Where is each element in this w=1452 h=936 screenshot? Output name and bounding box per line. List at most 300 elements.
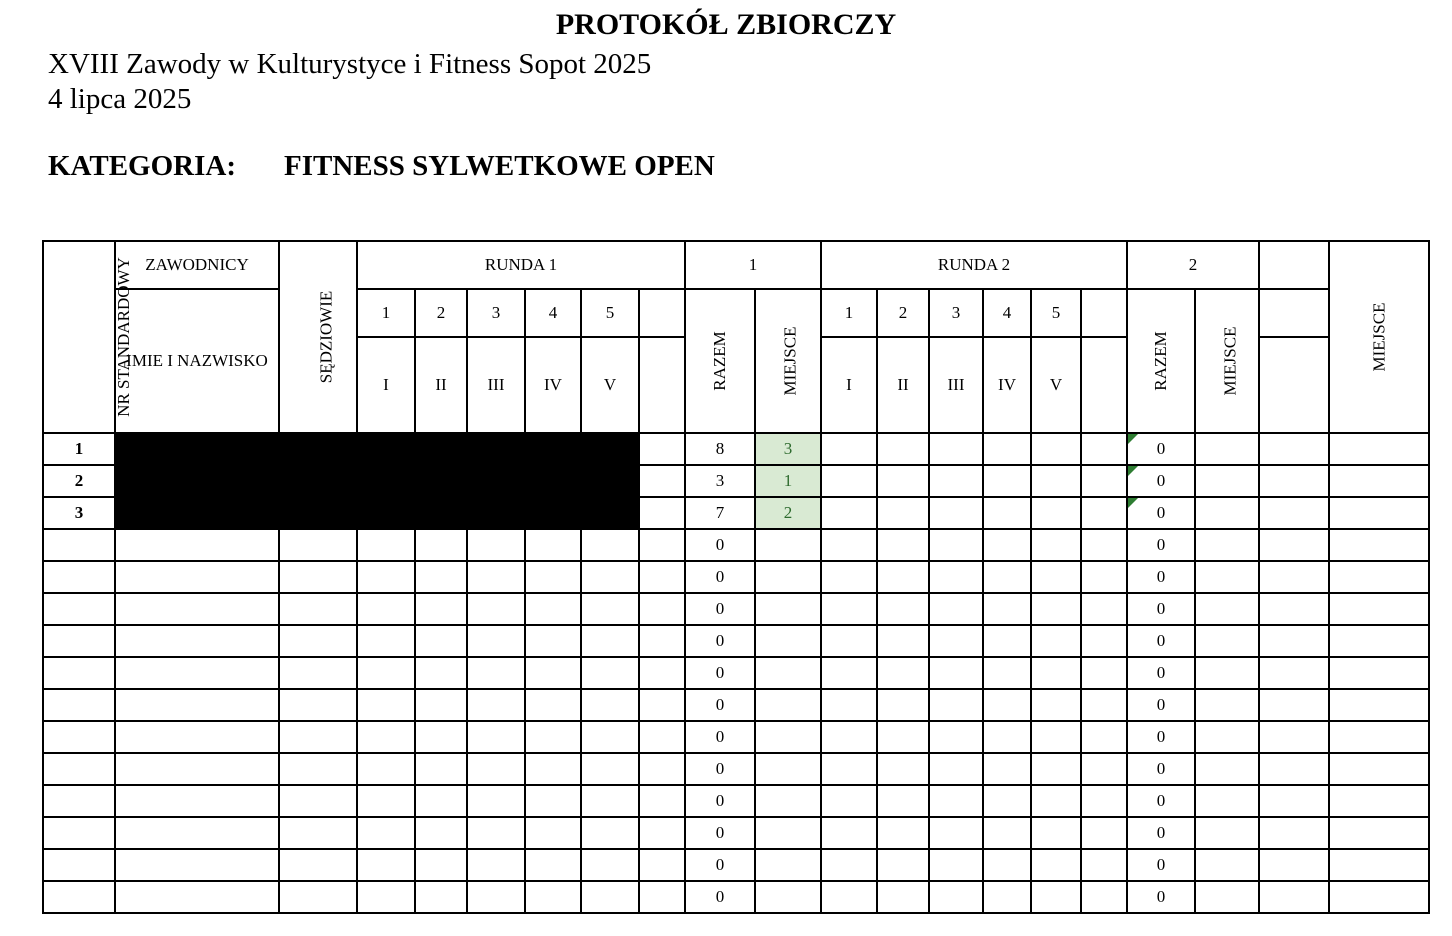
r2-place-cell	[1195, 561, 1259, 593]
r2-score-cell	[1031, 561, 1081, 593]
r2-score-cell	[1081, 721, 1127, 753]
nr-cell	[43, 753, 115, 785]
final-place-header: MIEJSCE	[1369, 302, 1389, 372]
final-place-cell	[1329, 593, 1429, 625]
r1-score-cell	[415, 529, 467, 561]
r2-score-cell	[1031, 657, 1081, 689]
r2-score-cell	[983, 497, 1031, 529]
r1-score-cell	[525, 625, 581, 657]
r2-score-cell	[877, 881, 929, 913]
r1-score-cell	[581, 721, 639, 753]
r2-score-cell	[1031, 433, 1081, 465]
empty-header-cell	[1259, 241, 1329, 289]
final-place-cell	[1329, 817, 1429, 849]
judges-cell	[279, 753, 357, 785]
round1-total-header: 1	[685, 241, 821, 289]
r2-total-header-cell	[1127, 289, 1195, 433]
extra-cell	[1259, 625, 1329, 657]
r2-total-cell: 0	[1127, 849, 1195, 881]
r1-score-cell	[525, 849, 581, 881]
r2-score-cell	[1081, 529, 1127, 561]
empty-header-cell	[1259, 337, 1329, 433]
r2-score-cell	[1031, 849, 1081, 881]
r2-score-cell	[877, 625, 929, 657]
r2-total-cell: 0	[1127, 593, 1195, 625]
r1-score-cell	[581, 529, 639, 561]
r1-judge-number: 5	[581, 289, 639, 337]
r2-score-cell	[877, 817, 929, 849]
r2-score-cell	[1081, 689, 1127, 721]
r2-total-cell: 0	[1127, 817, 1195, 849]
r1-score-cell	[525, 721, 581, 753]
name-cell	[115, 721, 279, 753]
category-value: FITNESS SYLWETKOWE OPEN	[284, 150, 715, 182]
r1-score-cell	[467, 657, 525, 689]
extra-cell	[1259, 753, 1329, 785]
r1-extra-cell	[639, 593, 685, 625]
r1-score-cell	[581, 785, 639, 817]
nr-header-cell	[43, 241, 133, 433]
r2-score-cell	[929, 785, 983, 817]
r1-score-cell	[581, 753, 639, 785]
r2-score-cell	[1031, 689, 1081, 721]
r1-score-cell	[415, 689, 467, 721]
r1-score-cell	[357, 753, 415, 785]
name-cell	[115, 817, 279, 849]
r1-place-header: MIEJSCE	[780, 326, 800, 396]
r1-total-cell: 0	[685, 881, 755, 913]
r2-score-cell	[929, 433, 983, 465]
r2-place-cell	[1195, 785, 1259, 817]
r2-judge-roman: V	[1031, 337, 1081, 433]
r2-score-cell	[821, 849, 877, 881]
final-place-cell	[1329, 721, 1429, 753]
r1-score-cell	[467, 593, 525, 625]
r2-score-cell	[877, 721, 929, 753]
r1-score-cell	[415, 625, 467, 657]
r1-score-cell	[525, 753, 581, 785]
r1-score-cell	[525, 593, 581, 625]
extra-cell	[1259, 593, 1329, 625]
r2-score-cell	[1081, 433, 1127, 465]
r2-score-cell	[1031, 785, 1081, 817]
name-cell	[115, 657, 279, 689]
r1-score-cell	[357, 785, 415, 817]
r1-score-cell	[357, 817, 415, 849]
extra-cell	[1259, 529, 1329, 561]
r1-score-cell	[415, 849, 467, 881]
category-label: KATEGORIA:	[48, 150, 236, 182]
r2-score-cell	[877, 657, 929, 689]
r1-total-cell: 0	[685, 561, 755, 593]
r2-score-cell	[877, 785, 929, 817]
final-place-cell	[1329, 497, 1429, 529]
r1-score-cell	[525, 657, 581, 689]
r1-place-cell	[755, 785, 821, 817]
r2-score-cell	[821, 625, 877, 657]
r2-score-cell	[1031, 529, 1081, 561]
r2-judge-roman: III	[929, 337, 983, 433]
r2-judge-number: 4	[983, 289, 1031, 337]
r2-place-cell	[1195, 689, 1259, 721]
judges-cell	[279, 785, 357, 817]
r2-score-cell	[983, 881, 1031, 913]
r2-score-cell	[877, 849, 929, 881]
r1-score-cell	[581, 625, 639, 657]
r1-score-cell	[467, 721, 525, 753]
r1-score-cell	[415, 817, 467, 849]
r2-score-cell	[1031, 465, 1081, 497]
r1-place-cell	[755, 625, 821, 657]
r1-place-cell: 2	[755, 497, 821, 529]
r1-place-cell	[755, 881, 821, 913]
r1-score-cell	[357, 561, 415, 593]
table-row	[43, 433, 1429, 465]
r2-judge-number: 3	[929, 289, 983, 337]
r2-place-cell	[1195, 657, 1259, 689]
r1-score-cell	[467, 785, 525, 817]
r1-score-cell	[415, 881, 467, 913]
r1-score-cell	[581, 689, 639, 721]
final-place-cell	[1329, 529, 1429, 561]
r1-total-cell: 0	[685, 593, 755, 625]
name-cell	[115, 689, 279, 721]
r1-extra-cell	[639, 817, 685, 849]
r2-score-cell	[929, 529, 983, 561]
empty-header-cell	[1259, 289, 1329, 337]
r2-score-cell	[1031, 625, 1081, 657]
r1-score-cell	[581, 657, 639, 689]
r1-score-cell	[415, 785, 467, 817]
nr-header: NR STANDARDOWY	[113, 257, 133, 417]
r1-total-cell: 0	[685, 753, 755, 785]
nr-cell: 2	[43, 465, 115, 497]
r1-total-header-cell	[685, 289, 755, 433]
r2-score-cell	[877, 753, 929, 785]
r1-total-cell: 0	[685, 817, 755, 849]
r2-score-cell	[821, 433, 877, 465]
r1-score-cell	[581, 561, 639, 593]
r1-extra-cell	[639, 753, 685, 785]
page-title: PROTOKÓŁ ZBIORCZY	[555, 8, 897, 41]
r2-score-cell	[1031, 721, 1081, 753]
r2-total-cell: 0	[1127, 561, 1195, 593]
r2-score-cell	[983, 561, 1031, 593]
r1-judge-number: 3	[467, 289, 525, 337]
name-header: IMIE I NAZWISKO	[115, 289, 279, 433]
extra-cell	[1259, 689, 1329, 721]
r2-score-cell	[1031, 753, 1081, 785]
r1-extra-cell	[639, 657, 685, 689]
extra-cell	[1259, 849, 1329, 881]
r2-score-cell	[983, 465, 1031, 497]
r2-score-cell	[929, 753, 983, 785]
r1-place-cell	[755, 529, 821, 561]
r2-score-cell	[821, 529, 877, 561]
judges-cell	[279, 593, 357, 625]
r2-judge-roman: I	[821, 337, 877, 433]
r2-score-cell	[929, 465, 983, 497]
r2-judge-roman: II	[877, 337, 929, 433]
round2-header: RUNDA 2	[821, 241, 1127, 289]
r2-score-cell	[983, 785, 1031, 817]
r1-extra-cell	[639, 625, 685, 657]
r2-place-cell	[1195, 721, 1259, 753]
r2-score-cell	[983, 721, 1031, 753]
r1-judge-number: 4	[525, 289, 581, 337]
r2-score-cell	[1081, 657, 1127, 689]
final-place-cell	[1329, 657, 1429, 689]
r1-spare-roman	[639, 337, 685, 433]
r2-place-cell	[1195, 529, 1259, 561]
r2-score-cell	[929, 497, 983, 529]
table-row	[43, 849, 1429, 881]
r2-score-cell	[821, 561, 877, 593]
r2-score-cell	[929, 625, 983, 657]
nr-cell	[43, 529, 115, 561]
judges-header: SĘDZIOWIE	[316, 290, 336, 384]
r2-score-cell	[821, 657, 877, 689]
r2-score-cell	[1081, 849, 1127, 881]
r2-score-cell	[821, 817, 877, 849]
r1-place-cell	[755, 593, 821, 625]
r2-place-cell	[1195, 881, 1259, 913]
r1-score-cell	[467, 817, 525, 849]
r1-score-cell	[415, 561, 467, 593]
r1-judge-number: 1	[357, 289, 415, 337]
r2-score-cell	[1081, 817, 1127, 849]
r2-total-cell: 0	[1127, 433, 1195, 465]
r1-total-cell: 3	[685, 465, 755, 497]
table-row	[43, 721, 1429, 753]
r2-score-cell	[877, 465, 929, 497]
judges-cell	[279, 817, 357, 849]
r2-score-cell	[877, 593, 929, 625]
r1-total-cell: 0	[685, 529, 755, 561]
redacted-block	[115, 433, 639, 465]
extra-cell	[1259, 497, 1329, 529]
name-cell	[115, 625, 279, 657]
r2-score-cell	[929, 657, 983, 689]
r1-score-cell	[357, 657, 415, 689]
r2-score-cell	[1081, 881, 1127, 913]
redacted-block	[115, 497, 639, 529]
r2-total-cell: 0	[1127, 689, 1195, 721]
redacted-block	[115, 465, 639, 497]
r1-place-cell	[755, 657, 821, 689]
r2-score-cell	[877, 561, 929, 593]
r1-extra-cell	[639, 785, 685, 817]
r2-place-cell	[1195, 625, 1259, 657]
r1-score-cell	[415, 753, 467, 785]
r2-total-cell: 0	[1127, 497, 1195, 529]
r1-place-header-cell	[755, 289, 821, 433]
r1-place-cell	[755, 849, 821, 881]
nr-cell	[43, 849, 115, 881]
r2-score-cell	[877, 689, 929, 721]
r2-score-cell	[821, 465, 877, 497]
r2-judge-number: 5	[1031, 289, 1081, 337]
r1-score-cell	[581, 881, 639, 913]
r2-place-cell	[1195, 753, 1259, 785]
final-place-cell	[1329, 881, 1429, 913]
r1-judge-roman: II	[415, 337, 467, 433]
r2-place-header: MIEJSCE	[1220, 326, 1240, 396]
r2-score-cell	[821, 689, 877, 721]
nr-cell	[43, 817, 115, 849]
r2-place-cell	[1195, 593, 1259, 625]
r1-score-cell	[525, 529, 581, 561]
r2-score-cell	[929, 849, 983, 881]
r1-score-cell	[581, 849, 639, 881]
r1-score-cell	[581, 817, 639, 849]
round2-total-header: 2	[1127, 241, 1259, 289]
table-row	[43, 657, 1429, 689]
r1-score-cell	[525, 561, 581, 593]
final-place-cell	[1329, 849, 1429, 881]
r1-score-cell	[357, 689, 415, 721]
r1-judge-roman: IV	[525, 337, 581, 433]
r2-judge-roman: IV	[983, 337, 1031, 433]
r1-score-cell	[357, 881, 415, 913]
r1-score-cell	[357, 625, 415, 657]
table-row	[43, 593, 1429, 625]
r2-score-cell	[1081, 625, 1127, 657]
r1-extra-cell	[639, 849, 685, 881]
final-place-cell	[1329, 625, 1429, 657]
r2-score-cell	[1081, 593, 1127, 625]
judges-header-cell	[279, 241, 357, 433]
r2-score-cell	[821, 497, 877, 529]
r1-score-cell	[525, 817, 581, 849]
r2-score-cell	[983, 657, 1031, 689]
nr-cell	[43, 785, 115, 817]
r2-score-cell	[821, 881, 877, 913]
r2-score-cell	[821, 753, 877, 785]
r2-total-cell: 0	[1127, 753, 1195, 785]
event-name: XVIII Zawody w Kulturystyce i Fitness Sopot 2025	[48, 48, 652, 80]
r1-extra-cell	[639, 465, 685, 497]
table-row	[43, 817, 1429, 849]
r2-total-cell: 0	[1127, 785, 1195, 817]
r2-total-cell: 0	[1127, 721, 1195, 753]
r1-score-cell	[525, 785, 581, 817]
r1-total-cell: 7	[685, 497, 755, 529]
r1-score-cell	[467, 529, 525, 561]
r1-extra-cell	[639, 561, 685, 593]
r1-score-cell	[467, 849, 525, 881]
r1-total-cell: 0	[685, 689, 755, 721]
table-row	[43, 785, 1429, 817]
r2-total-cell: 0	[1127, 657, 1195, 689]
extra-cell	[1259, 465, 1329, 497]
judges-cell	[279, 849, 357, 881]
r1-score-cell	[525, 881, 581, 913]
r2-total-cell: 0	[1127, 465, 1195, 497]
extra-cell	[1259, 881, 1329, 913]
r2-score-cell	[929, 689, 983, 721]
r1-extra-cell	[639, 497, 685, 529]
r2-score-cell	[877, 433, 929, 465]
name-cell	[115, 785, 279, 817]
r2-score-cell	[983, 625, 1031, 657]
r2-judge-number: 1	[821, 289, 877, 337]
r2-score-cell	[1081, 561, 1127, 593]
nr-cell	[43, 593, 115, 625]
r2-score-cell	[929, 593, 983, 625]
r1-total-cell: 0	[685, 785, 755, 817]
r2-place-cell	[1195, 465, 1259, 497]
r2-score-cell	[877, 529, 929, 561]
r2-score-cell	[821, 593, 877, 625]
name-cell	[115, 561, 279, 593]
competitors-header: ZAWODNICY	[115, 241, 279, 289]
r1-judge-number: 2	[415, 289, 467, 337]
r2-place-cell	[1195, 433, 1259, 465]
judges-cell	[279, 657, 357, 689]
r1-score-cell	[467, 625, 525, 657]
r2-score-cell	[983, 753, 1031, 785]
name-cell	[115, 753, 279, 785]
r1-score-cell	[357, 529, 415, 561]
judges-cell	[279, 721, 357, 753]
r1-place-cell	[755, 721, 821, 753]
r2-score-cell	[983, 529, 1031, 561]
r1-score-cell	[467, 689, 525, 721]
extra-cell	[1259, 433, 1329, 465]
final-place-cell	[1329, 465, 1429, 497]
final-place-cell	[1329, 561, 1429, 593]
nr-cell	[43, 657, 115, 689]
judges-cell	[279, 625, 357, 657]
r2-score-cell	[929, 561, 983, 593]
judges-cell	[279, 881, 357, 913]
name-cell	[115, 529, 279, 561]
final-place-cell	[1329, 433, 1429, 465]
r1-place-cell: 3	[755, 433, 821, 465]
judges-cell	[279, 689, 357, 721]
r1-score-cell	[357, 849, 415, 881]
extra-cell	[1259, 785, 1329, 817]
r1-extra-cell	[639, 689, 685, 721]
nr-cell: 3	[43, 497, 115, 529]
nr-cell	[43, 881, 115, 913]
r2-total-cell: 0	[1127, 625, 1195, 657]
r2-score-cell	[929, 881, 983, 913]
name-cell	[115, 849, 279, 881]
r1-score-cell	[467, 753, 525, 785]
judges-cell	[279, 529, 357, 561]
r2-score-cell	[1081, 497, 1127, 529]
r1-score-cell	[357, 593, 415, 625]
round1-header: RUNDA 1	[357, 241, 685, 289]
final-place-header-cell	[1329, 241, 1429, 433]
r2-score-cell	[877, 497, 929, 529]
r2-score-cell	[983, 849, 1031, 881]
r2-total-cell: 0	[1127, 529, 1195, 561]
r1-score-cell	[467, 881, 525, 913]
r2-score-cell	[1031, 593, 1081, 625]
r2-score-cell	[983, 433, 1031, 465]
r2-score-cell	[1031, 817, 1081, 849]
r1-place-cell	[755, 817, 821, 849]
r2-place-cell	[1195, 817, 1259, 849]
r2-judge-number: 2	[877, 289, 929, 337]
r1-total-cell: 0	[685, 721, 755, 753]
r1-score-cell	[357, 721, 415, 753]
nr-cell	[43, 721, 115, 753]
extra-cell	[1259, 561, 1329, 593]
